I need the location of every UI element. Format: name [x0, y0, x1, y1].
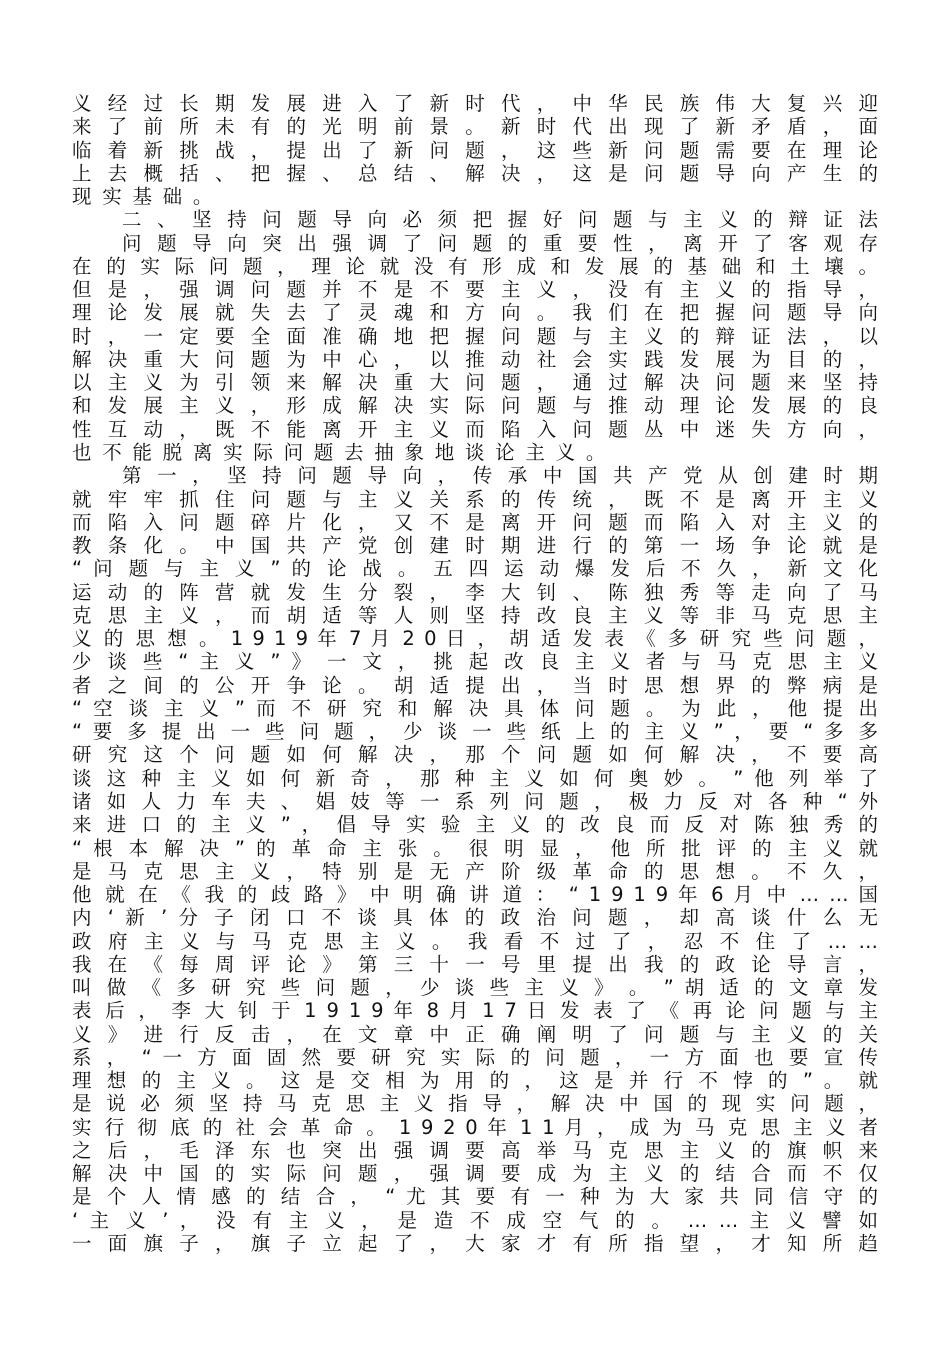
text-line: 义 经 过 长 期 发 展 进 入 了 新 时 代 ， 中 华 民 族 伟 大 复 兴 迎	[72, 92, 878, 115]
text-line: 者 之 间 的 公 开 争 论 。 胡 适 提 出 ， 当 时 思 想 界 的 弊 病 是	[72, 673, 878, 697]
text-line: ‘ 主 义 ’ ， 没 有 主 义 ， 是 造 不 成 空 气 的 。 … … 主 义 譬 如	[72, 1208, 878, 1232]
text-line: 在 的 实 际 问 题 ， 理 论 就 没 有 形 成 和 发 展 的 基 础 和 土 壤 。	[72, 254, 878, 278]
text-line: 我 在 《 每 周 评 论 》 第 三 十 一 号 里 提 出 我 的 政 论 导 言 ，	[72, 952, 878, 976]
text-line: 是 马 克 思 主 义 ， 特 别 是 无 产 阶 级 革 命 的 思 想 。 不 久 ，	[72, 859, 878, 883]
text-line: “ 根 本 解 决 ” 的 革 命 主 张 。 很 明 显 ， 他 所 批 评 的 主 义 就	[72, 836, 878, 860]
text-line: 义 》 进 行 反 击 ， 在 文 章 中 正 确 阐 明 了 问 题 与 主 义 的 关	[72, 1022, 878, 1046]
text-line: 实 行 彻 底 的 社 会 革 命 。 1 9 2 0 年 1 1 月 ， 成 为 马 克 思 主 义 者	[72, 1115, 878, 1139]
text-line: “ 要 多 提 出 一 些 问 题 ， 少 谈 一 些 纸 上 的 主 义 ” ， 要 “ 多 多	[72, 720, 878, 744]
text-line: 内 ‘ 新 ’ 分 子 闭 口 不 谈 具 体 的 政 治 问 题 ， 却 高 谈 什 么 无	[72, 906, 878, 930]
text-line: 政 府 主 义 与 马 克 思 主 义 。 我 看 不 过 了 ， 忍 不 住 了 … …	[72, 929, 878, 953]
text-line: 少 谈 些 “ 主 义 ” 》 一 文 ， 挑 起 改 良 主 义 者 与 马 克 思 主 义	[72, 650, 878, 674]
text-line: “ 问 题 与 主 义 ” 的 论 战 。 五 四 运 动 爆 发 后 不 久 ， 新 文 化	[72, 557, 878, 581]
text-line: 谈 这 种 主 义 如 何 新 奇 ， 那 种 主 义 如 何 奥 妙 。 ” 他 列 举 了	[72, 766, 878, 790]
text-line: 现实基础。	[72, 185, 224, 209]
text-line: 是 说 必 须 坚 持 马 克 思 主 义 指 导 ， 解 决 中 国 的 现 实 问 题 ，	[72, 1092, 878, 1116]
text-line: 叫 做 《 多 研 究 些 问 题 ， 少 谈 些 主 义 》 。 ” 胡 适 的 文 章 发	[72, 976, 878, 1000]
text-line: 一 面 旗 子 ， 旗 子 立 起 了 ， 大 家 才 有 所 指 望 ， 才 知 所 趋	[72, 1232, 878, 1256]
text-line: 也不能脱离实际问题去抽象地谈论主义。	[72, 440, 617, 464]
text-line: 来 了 前 所 未 有 的 光 明 前 景 。 新 时 代 出 现 了 新 矛 盾 ， 面	[72, 115, 878, 139]
body-text	[72, 92, 878, 1255]
text-line: 但 是 ， 强 调 问 题 并 不 是 不 要 主 义 ， 没 有 主 义 的 指 导 ，	[72, 278, 878, 302]
text-line: 教 条 化 。 中 国 共 产 党 创 建 时 期 进 行 的 第 一 场 争 论 就 是	[72, 534, 878, 558]
text-line: 上 去 概 括 、 把 握 、 总 结 、 解 决 ， 这 是 问 题 导 向 产 生 的	[72, 161, 878, 185]
text-line: 运 动 的 阵 营 就 发 生 分 裂 ， 李 大 钊 、 陈 独 秀 等 走 向 了 马	[72, 580, 878, 604]
text-line: “ 空 谈 主 义 ” 而 不 研 究 和 解 决 具 体 问 题 。 为 此 ， 他 提 出	[72, 696, 878, 720]
text-line: 而 陷 入 问 题 碎 片 化 ， 又 不 是 离 开 问 题 而 陷 入 对 主 义 的	[72, 510, 878, 534]
text-line: 系 ， “ 一 方 面 固 然 要 研 究 实 际 的 问 题 ， 一 方 面 也 要 宣 传	[72, 1045, 878, 1069]
text-line: 临 着 新 挑 战 ， 提 出 了 新 问 题 ， 这 些 新 问 题 需 要 在 理 论	[72, 138, 878, 162]
text-line: 问 题 导 向 突 出 强 调 了 问 题 的 重 要 性 ， 离 开 了 客 观 存	[122, 231, 878, 255]
section-heading: 二 、 坚 持 问 题 导 向 必 须 把 握 好 问 题 与 主 义 的 辩 证 法	[122, 208, 878, 232]
text-line: 克 思 主 义 ， 而 胡 适 等 人 则 坚 持 改 良 主 义 等 非 马 克 思 主	[72, 603, 878, 627]
text-line: 解 决 重 大 问 题 为 中 心 ， 以 推 动 社 会 实 践 发 展 为 目 的 ，	[72, 347, 878, 371]
text-line: 第 一 ， 坚 持 问 题 导 向 ， 传 承 中 国 共 产 党 从 创 建 时 期	[122, 464, 878, 488]
text-line: 以 主 义 为 引 领 来 解 决 重 大 问 题 ， 通 过 解 决 问 题 来 坚 持	[72, 371, 878, 395]
text-line: 理 论 发 展 就 失 去 了 灵 魂 和 方 向 。 我 们 在 把 握 问 题 导 向	[72, 301, 878, 325]
text-line: 时 ， 一 定 要 全 面 准 确 地 把 握 问 题 与 主 义 的 辩 证 法 ， 以	[72, 324, 878, 348]
text-line: 来 进 口 的 主 义 ” ， 倡 导 实 验 主 义 的 改 良 而 反 对 陈 独 秀 的	[72, 813, 878, 837]
text-line: 是 个 人 情 感 的 结 合 ， “ 尤 其 要 有 一 种 为 大 家 共 同 信 守 的	[72, 1185, 878, 1209]
text-line: 性 互 动 ， 既 不 能 离 开 主 义 而 陷 入 问 题 丛 中 迷 失 方 向 ，	[72, 417, 878, 441]
text-line: 诸 如 人 力 车 夫 、 娼 妓 等 一 系 列 问 题 ， 极 力 反 对 各 种 “ 外	[72, 789, 878, 813]
text-line: 和 发 展 主 义 ， 形 成 解 决 实 际 问 题 与 推 动 理 论 发 展 的 良	[72, 394, 878, 418]
text-line: 解 决 中 国 的 实 际 问 题 ， 强 调 要 成 为 主 义 的 结 合 而 不 仅	[72, 1162, 878, 1186]
text-line: 他 就 在 《 我 的 歧 路 》 中 明 确 讲 道 ： “ 1 9 1 9 年 6 月 中 … … 国	[72, 883, 878, 907]
text-line: 义 的 思 想 。 1 9 1 9 年 7 月 2 0 日 ， 胡 适 发 表 《 多 研 究 些 问 题 ，	[72, 627, 878, 651]
text-line: 就 牢 牢 抓 住 问 题 与 主 义 关 系 的 传 统 ， 既 不 是 离 开 主 义	[72, 487, 878, 511]
text-line: 表 后 ， 李 大 钊 于 1 9 1 9 年 8 月 1 7 日 发 表 了 《 再 论 问 题 与 主	[72, 999, 878, 1023]
text-line: 之 后 ， 毛 泽 东 也 突 出 强 调 要 高 举 马 克 思 主 义 的 旗 帜 来	[72, 1138, 878, 1162]
text-line: 研 究 这 个 问 题 如 何 解 决 ， 那 个 问 题 如 何 解 决 ， 不 要 高	[72, 743, 878, 767]
text-line: 理 想 的 主 义 。 这 是 交 相 为 用 的 ， 这 是 并 行 不 悖 的 ” 。 就	[72, 1069, 878, 1093]
